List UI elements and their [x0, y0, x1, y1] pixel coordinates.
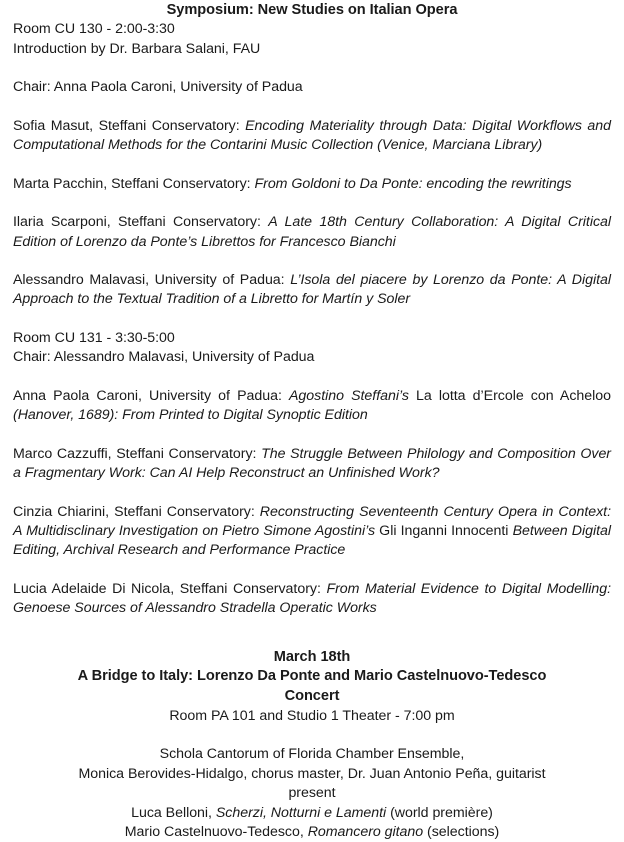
spacer	[13, 726, 611, 745]
spacer	[13, 619, 611, 638]
spacer	[13, 59, 611, 78]
spacer	[13, 194, 611, 213]
session-two-chair-line: Chair: Alessandro Malavasi, University of Padua	[13, 349, 315, 366]
paper-work-name: La lotta d’Ercole con Acheloo	[408, 387, 611, 404]
paper-presenter: Sofia Masut, Steffani Conservatory:	[13, 117, 246, 134]
spacer	[13, 483, 611, 502]
paper-title: The Struggle Between Philology and Composition Over a Fragmentary Work: Can AI Help Reconstruct an Unfinished Work?	[13, 445, 612, 482]
paper-presenter: Lucia Adelaide Di Nicola, Steffani Conservatory:	[13, 580, 327, 597]
session-one-chair-line: Chair: Anna Paola Caroni, University of Padua	[13, 79, 303, 96]
program-work-title: Romancero gitano	[307, 823, 424, 840]
paper-presenter: Alessandro Malavasi, University of Padua:	[13, 272, 291, 289]
paper-title: L’Isola del piacere by Lorenzo da Ponte: A Digital Approach to the Textual Tradition of a Libretto for Martín y Soler	[13, 272, 611, 308]
paper-title-part: Agostino Steffani’s	[288, 387, 409, 404]
paper-title: Encoding Materiality through Data: Digital Workflows and Computational Methods for the Contarini Music Collection (Venice, Marciana Library)	[13, 117, 611, 154]
page-title: Symposium: New Studies on Italian Opera	[166, 2, 458, 18]
spacer	[13, 310, 611, 329]
paper-presenter: Ilaria Scarponi, Steffani Conservatory:	[13, 214, 269, 231]
concert-title-wrap	[62, 667, 562, 706]
session-one-room-line: Room CU 130 - 2:00-3:30	[13, 21, 175, 38]
performers-block	[47, 745, 577, 842]
paper-presenter: Cinzia Chiarini, Steffani Conservatory:	[13, 503, 260, 520]
paper-work-name: Gli Inganni Innocenti	[375, 523, 513, 540]
paper-entry	[13, 175, 611, 194]
spacer	[13, 638, 611, 648]
program-item	[47, 804, 577, 823]
paper-title: A Late 18th Century Collaboration: A Digital Critical Edition of Lorenzo da Ponte’s Librettos for Francesco Bianchi	[13, 214, 612, 250]
paper-title-part: Between Digital Editing, Archival Research and Performance Practice	[13, 523, 611, 559]
paper-presenter: Anna Paola Caroni, University of Padua:	[13, 387, 289, 404]
spacer	[13, 426, 611, 445]
performers-present-line: present	[288, 785, 336, 802]
program-composer: Mario Castelnuovo-Tedesco,	[124, 823, 308, 840]
paper-title: From Material Evidence to Digital Modelling: Genoese Sources of Alessandro Stradella Operatic Works	[13, 580, 611, 617]
paper-title: From Goldoni to Da Ponte: encoding the rewritings	[254, 175, 572, 192]
concert-venue-line: Room PA 101 and Studio 1 Theater - 7:00 pm	[169, 707, 455, 724]
spacer	[13, 97, 611, 116]
concert-event-heading: A Bridge to Italy: Lorenzo Da Ponte and Mario Castelnuovo-Tedesco Concert	[77, 668, 547, 704]
paper-entry	[13, 271, 611, 310]
paper-entry	[13, 445, 611, 484]
session-one-intro-line: Introduction by Dr. Barbara Salani, FAU	[13, 40, 261, 57]
spacer	[13, 561, 611, 580]
concert-date-heading: March 18th	[273, 648, 351, 665]
paper-entry	[13, 387, 611, 426]
paper-title-part: (Hanover, 1689): From Printed to Digital Synoptic Edition	[13, 407, 368, 424]
session-two-room-line: Room CU 131 - 3:30-5:00	[13, 330, 175, 347]
paper-presenter: Marta Pacchin, Steffani Conservatory:	[13, 175, 255, 192]
paper-presenter: Marco Cazzuffi, Steffani Conservatory:	[13, 445, 262, 462]
program-note: (world première)	[386, 804, 493, 821]
performers-ensemble-line: Schola Cantorum of Florida Chamber Ensemble,	[159, 746, 465, 763]
spacer	[13, 368, 611, 387]
performers-directors-line: Monica Berovides-Hidalgo, chorus master, Dr. Juan Antonio Peña, guitarist	[78, 765, 546, 782]
program-item	[47, 823, 577, 842]
spacer	[13, 155, 611, 174]
paper-entry	[13, 580, 611, 619]
paper-entry	[13, 117, 611, 156]
paper-entry	[13, 503, 611, 561]
paper-title-part: Reconstructing Seventeenth Century Opera in Context: A Multidisclinary Investigation on Pietro Simone Agostini’s	[13, 503, 611, 540]
program-work-title: Scherzi, Notturni e Lamenti	[215, 804, 387, 821]
paper-entry	[13, 213, 611, 252]
program-note: (selections)	[423, 823, 500, 840]
program-composer: Luca Belloni,	[131, 804, 216, 821]
spacer	[13, 252, 611, 271]
